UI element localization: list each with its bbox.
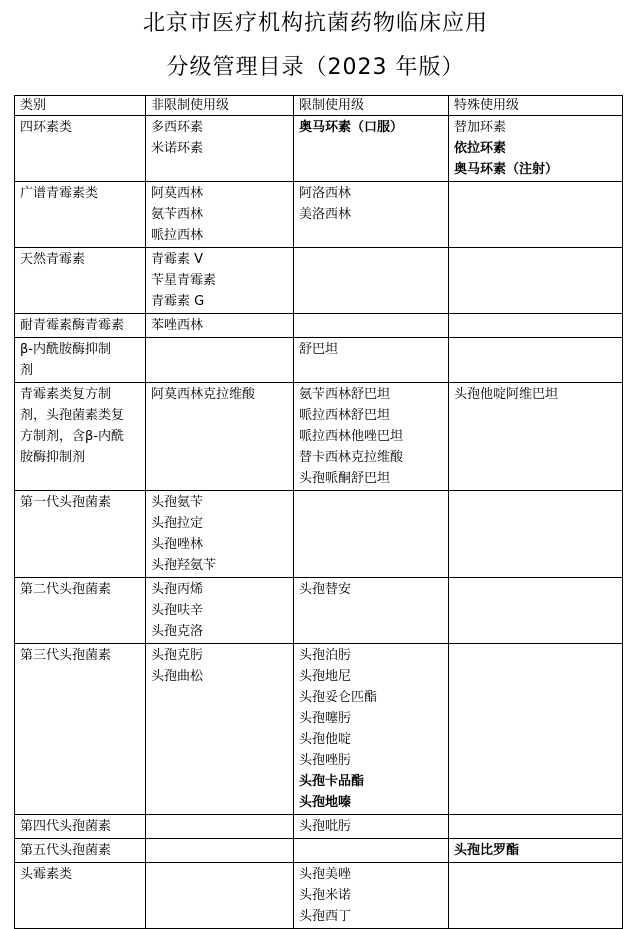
unrestricted-cell <box>146 839 294 863</box>
unrestricted-cell <box>146 338 294 383</box>
category-label: 第一代头孢菌素 <box>20 495 112 510</box>
unrestricted-cell <box>146 248 294 314</box>
category-label: 第四代头孢菌素 <box>20 819 112 834</box>
drug-name: 奥马环素（口服） <box>299 120 404 135</box>
document-title-line-1: 北京市医疗机构抗菌药物临床应用 <box>142 11 488 36</box>
unrestricted-cell <box>146 491 294 578</box>
table-row <box>15 248 623 314</box>
category-label: 头霉素类 <box>20 867 73 882</box>
restricted-cell <box>294 338 449 383</box>
restricted-cell <box>294 815 449 839</box>
category-cell <box>15 116 146 182</box>
restricted-cell <box>294 248 449 314</box>
drug-name: 头孢哌酮舒巴坦 <box>299 471 391 486</box>
category-label: 广谱青霉素类 <box>20 186 99 201</box>
special-cell <box>449 815 623 839</box>
drug-name: 头孢吡肟 <box>299 819 352 834</box>
document-title-line-2: 分级管理目录（2023 年版） <box>166 55 465 80</box>
table-row <box>15 863 623 929</box>
drug-name: 替加环素 <box>454 120 507 135</box>
drug-name: 哌拉西林 <box>151 228 204 243</box>
drug-name: 氨苄西林舒巴坦 <box>299 387 391 402</box>
unrestricted-cell <box>146 815 294 839</box>
drug-name: 头孢妥仑匹酯 <box>299 690 378 705</box>
table-row <box>15 314 623 338</box>
drug-name: 阿莫西林 <box>151 186 204 201</box>
drug-name: 哌拉西林舒巴坦 <box>299 408 391 423</box>
category-cell <box>15 248 146 314</box>
category-cell <box>15 863 146 929</box>
restricted-cell <box>294 644 449 815</box>
restricted-cell <box>294 116 449 182</box>
header-category: 类别 <box>15 96 146 116</box>
drug-name: 青霉素 G <box>151 294 205 309</box>
category-cell <box>15 314 146 338</box>
restricted-cell <box>294 863 449 929</box>
header-restricted: 限制使用级 <box>294 96 449 116</box>
drug-name: 哌拉西林他唑巴坦 <box>299 429 404 444</box>
drug-name: 头孢美唑 <box>299 867 352 882</box>
restricted-cell <box>294 839 449 863</box>
drug-name: 头孢地嗪 <box>299 795 352 810</box>
unrestricted-cell <box>146 578 294 644</box>
drug-name: 头孢米诺 <box>299 888 352 903</box>
drug-name: 氨苄西林 <box>151 207 204 222</box>
drug-name: 奥马环素（注射） <box>454 162 559 177</box>
special-cell <box>449 839 623 863</box>
category-label: 剂，头孢菌素类复 <box>20 408 125 423</box>
unrestricted-cell <box>146 863 294 929</box>
antibiotic-classification-table <box>14 95 623 929</box>
special-cell <box>449 491 623 578</box>
category-label: 第二代头孢菌素 <box>20 582 112 597</box>
category-label: 第五代头孢菌素 <box>20 843 112 858</box>
drug-name: 头孢他啶 <box>299 732 352 747</box>
table-row <box>15 182 623 248</box>
table-row <box>15 839 623 863</box>
category-label: 第三代头孢菌素 <box>20 648 112 663</box>
unrestricted-cell <box>146 182 294 248</box>
table-header-row <box>15 96 623 116</box>
drug-name: 多西环素 <box>151 120 204 135</box>
drug-name: 头孢唑肟 <box>299 753 352 768</box>
category-label: 方制剂，含β-内酰 <box>20 429 124 444</box>
drug-name: 头孢比罗酯 <box>454 843 520 858</box>
drug-name: 头孢噻肟 <box>299 711 352 726</box>
drug-name: 阿莫西林克拉维酸 <box>151 387 256 402</box>
drug-name: 头孢泊肟 <box>299 648 352 663</box>
drug-name: 头孢氨苄 <box>151 495 204 510</box>
restricted-cell <box>294 578 449 644</box>
drug-name: 头孢克肟 <box>151 648 204 663</box>
drug-name: 头孢西丁 <box>299 909 352 924</box>
table-row <box>15 491 623 578</box>
restricted-cell <box>294 314 449 338</box>
table-row <box>15 383 623 491</box>
restricted-cell <box>294 491 449 578</box>
special-cell <box>449 644 623 815</box>
drug-name: 青霉素 V <box>151 252 204 267</box>
special-cell <box>449 314 623 338</box>
drug-name: 舒巴坦 <box>299 342 339 357</box>
special-cell <box>449 116 623 182</box>
drug-name: 美洛西林 <box>299 207 352 222</box>
drug-name: 头孢羟氨苄 <box>151 558 217 573</box>
header-unrestricted: 非限制使用级 <box>146 96 294 116</box>
category-cell <box>15 644 146 815</box>
category-cell <box>15 839 146 863</box>
category-label: β-内酰胺酶抑制 <box>20 342 111 357</box>
drug-name: 头孢他啶阿维巴坦 <box>454 387 559 402</box>
table-row <box>15 116 623 182</box>
category-label: 天然青霉素 <box>20 252 86 267</box>
drug-name: 依拉环素 <box>454 141 507 156</box>
category-label: 剂 <box>20 363 34 378</box>
table-row <box>15 578 623 644</box>
unrestricted-cell <box>146 383 294 491</box>
drug-name: 阿洛西林 <box>299 186 352 201</box>
drug-name: 头孢替安 <box>299 582 352 597</box>
drug-name: 苄星青霉素 <box>151 273 217 288</box>
special-cell <box>449 578 623 644</box>
category-cell <box>15 815 146 839</box>
category-cell <box>15 578 146 644</box>
restricted-cell <box>294 383 449 491</box>
drug-name: 头孢卡品酯 <box>299 774 365 789</box>
drug-name: 头孢丙烯 <box>151 582 204 597</box>
table-body <box>15 116 623 929</box>
unrestricted-cell <box>146 644 294 815</box>
category-cell <box>15 182 146 248</box>
category-cell <box>15 491 146 578</box>
special-cell <box>449 863 623 929</box>
category-label: 青霉素类复方制 <box>20 387 112 402</box>
special-cell <box>449 182 623 248</box>
category-label: 胺酶抑制剂 <box>20 450 86 465</box>
unrestricted-cell <box>146 116 294 182</box>
drug-name: 头孢克洛 <box>151 624 204 639</box>
drug-name: 头孢呋辛 <box>151 603 204 618</box>
special-cell <box>449 248 623 314</box>
drug-name: 苯唑西林 <box>151 318 204 333</box>
drug-name: 替卡西林克拉维酸 <box>299 450 404 465</box>
drug-name: 米诺环素 <box>151 141 204 156</box>
drug-name: 头孢唑林 <box>151 537 204 552</box>
drug-name: 头孢地尼 <box>299 669 352 684</box>
table-row <box>15 644 623 815</box>
table-row <box>15 338 623 383</box>
drug-name: 头孢拉定 <box>151 516 204 531</box>
category-label: 四环素类 <box>20 120 73 135</box>
header-special: 特殊使用级 <box>449 96 623 116</box>
category-label: 耐青霉素酶青霉素 <box>20 318 125 333</box>
special-cell <box>449 338 623 383</box>
restricted-cell <box>294 182 449 248</box>
drug-name: 头孢曲松 <box>151 669 204 684</box>
category-cell <box>15 383 146 491</box>
table-row <box>15 815 623 839</box>
unrestricted-cell <box>146 314 294 338</box>
special-cell <box>449 383 623 491</box>
category-cell <box>15 338 146 383</box>
